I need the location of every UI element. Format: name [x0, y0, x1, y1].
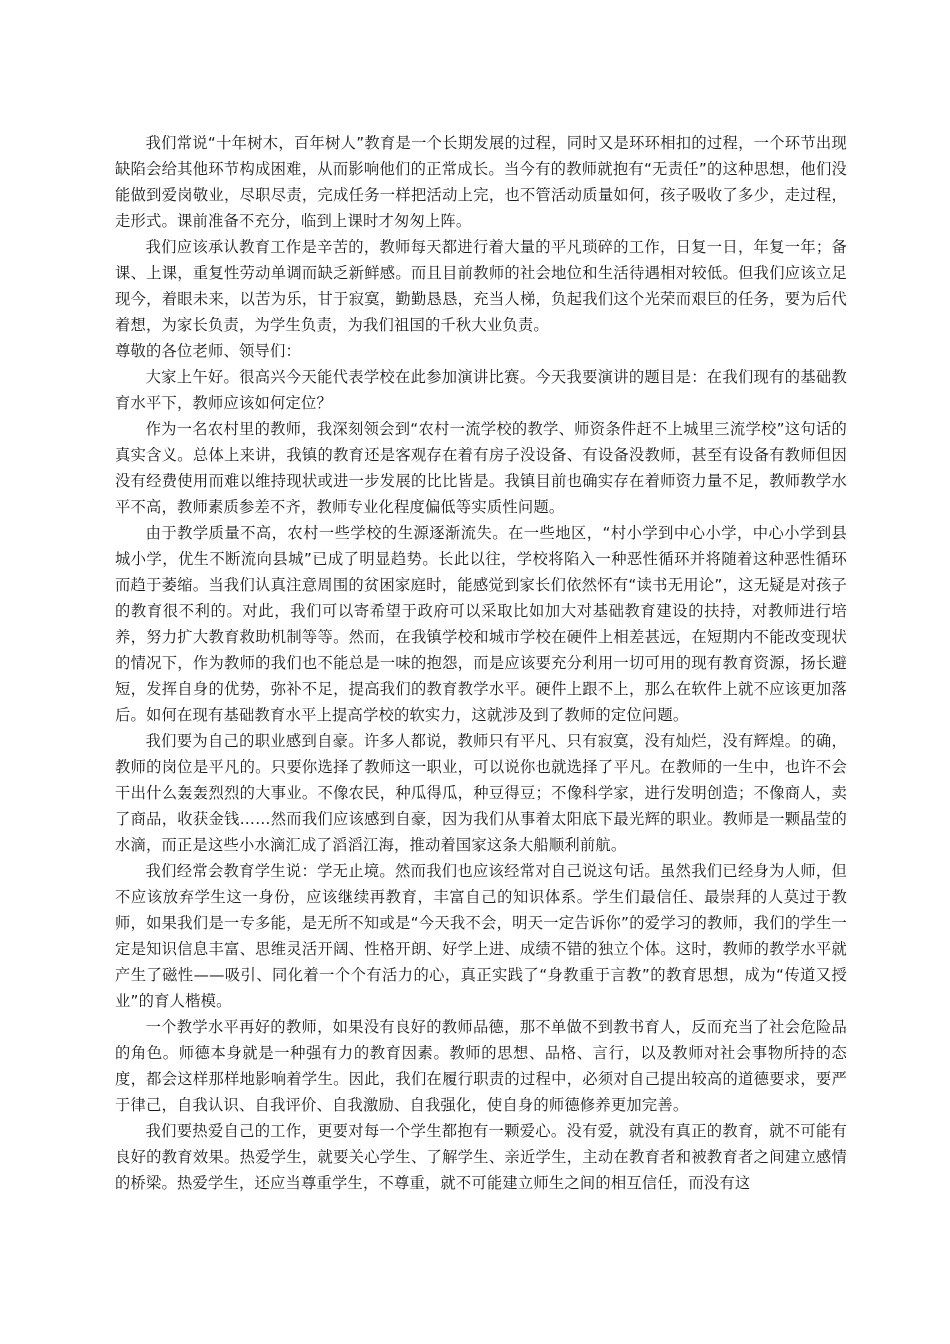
document-body: [115, 130, 847, 1196]
paragraph: 大家上午好。很高兴今天能代表学校在此参加演讲比赛。今天我要演讲的题目是：在我们现有的基础教育水平下，教师应该如何定位？: [115, 368, 847, 412]
paragraph: 作为一名农村里的教师，我深刻领会到“农村一流学校的教学、师资条件赶不上城里三流学校”这句话的真实含义。总体上来讲，我镇的教育还是客观存在着有房子没设备、有设备没教师，甚至有设备有教师但因没有经费使用而难以维持现状或进一步发展的比比皆是。我镇目前也确实存在着师资力量不足，教师教学水平不高，教师素质参差不齐，教师专业化程度偏低等实质性问题。: [115, 420, 847, 516]
paragraph: 我们要热爱自己的工作，更要对每一个学生都抱有一颗爱心。没有爱，就没有真正的教育，就不可能有良好的教育效果。热爱学生，就要关心学生、了解学生、亲近学生，主动在教育者和被教育者之间建立感情的桥梁。热爱学生，还应当尊重学生，不尊重，就不可能建立师生之间的相互信任，而没有这: [115, 1122, 847, 1192]
paragraph: 我们应该承认教育工作是辛苦的，教师每天都进行着大量的平凡琐碎的工作，日复一日，年复一年；备课、上课，重复性劳动单调而缺乏新鲜感。而且目前教师的社会地位和生活待遇相对较低。但我们应该立足现今，着眼未来，以苦为乐，甘于寂寞，勤勤恳恳，充当人梯，负起我们这个光荣而艰巨的任务，要为后代着想，为家长负责，为学生负责，为我们祖国的千秋大业负责。: [115, 238, 847, 334]
paragraph: 我们要为自己的职业感到自豪。许多人都说，教师只有平凡、只有寂寞，没有灿烂，没有辉煌。的确，教师的岗位是平凡的。只要你选择了教师这一职业，可以说你也就选择了平凡。在教师的一生中，也许不会干出什么轰轰烈烈的大事业。不像农民，种瓜得瓜，种豆得豆；不像科学家，进行发明创造；不像商人，卖了商品，收获金钱……然而我们应该感到自豪，因为我们从事着太阳底下最光辉的职业。教师是一颗晶莹的水滴，而正是这些小水滴汇成了滔滔江海，推动着国家这条大船顺利前航。: [115, 732, 847, 854]
paragraph: 我们经常会教育学生说：学无止境。然而我们也应该经常对自己说这句话。虽然我们已经身为人师，但不应该放弃学生这一身份，应该继续再教育，丰富自己的知识体系。学生们最信任、最崇拜的人莫过于教师，如果我们是一专多能，是无所不知或是“今天我不会，明天一定告诉你”的爱学习的教师，我们的学生一定是知识信息丰富、思维灵活开阔、性格开朗、好学上进、成绩不错的独立个体。这时，教师的教学水平就产生了磁性——吸引、同化着一个个有活力的心，真正实践了“身教重于言教”的教育思想，成为“传道又授业”的育人楷模。: [115, 862, 847, 1010]
paragraph: 由于教学质量不高，农村一些学校的生源逐渐流失。在一些地区，“村小学到中心小学，中心小学到县城小学，优生不断流向县城”已成了明显趋势。长此以往，学校将陷入一种恶性循环并将随着这种恶性循环而趋于萎缩。当我们认真注意周围的贫困家庭时，能感觉到家长们依然怀有“读书无用论”，这无疑是对孩子的教育很不利的。对此，我们可以寄希望于政府可以采取比如加大对基础教育建设的扶持，对教师进行培养，努力扩大教育救助机制等等。然而，在我镇学校和城市学校在硬件上相差甚远，在短期内不能改变现状的情况下，作为教师的我们也不能总是一味的抱怨，而是应该要充分利用一切可用的现有教育资源，扬长避短，发挥自身的优势，弥补不足，提高我们的教育教学水平。硬件上跟不上，那么在软件上就不应该更加落后。如何在现有基础教育水平上提高学校的软实力，这就涉及到了教师的定位问题。: [115, 524, 847, 724]
paragraph: 一个教学水平再好的教师，如果没有良好的教师品德，那不单做不到教书育人，反而充当了社会危险品的角色。师德本身就是一种强有力的教育因素。教师的思想、品格、言行，以及教师对社会事物所持的态度，都会这样那样地影响着学生。因此，我们在履行职责的过程中，必须对自己提出较高的道德要求，要严于律己，自我认识、自我评价、自我激励、自我强化，使自身的师德修养更加完善。: [115, 1018, 847, 1114]
salutation: 尊敬的各位老师、领导们：: [115, 342, 301, 360]
paragraph: 我们常说“十年树木，百年树人”教育是一个长期发展的过程，同时又是环环相扣的过程，一个环节出现缺陷会给其他环节构成困难，从而影响他们的正常成长。当今有的教师就抱有“无责任”的这种思想，他们没能做到爱岗敬业，尽职尽责，完成任务一样把活动上完，也不管活动质量如何，孩子吸收了多少，走过程，走形式。课前准备不充分，临到上课时才匆匆上阵。: [115, 134, 847, 230]
